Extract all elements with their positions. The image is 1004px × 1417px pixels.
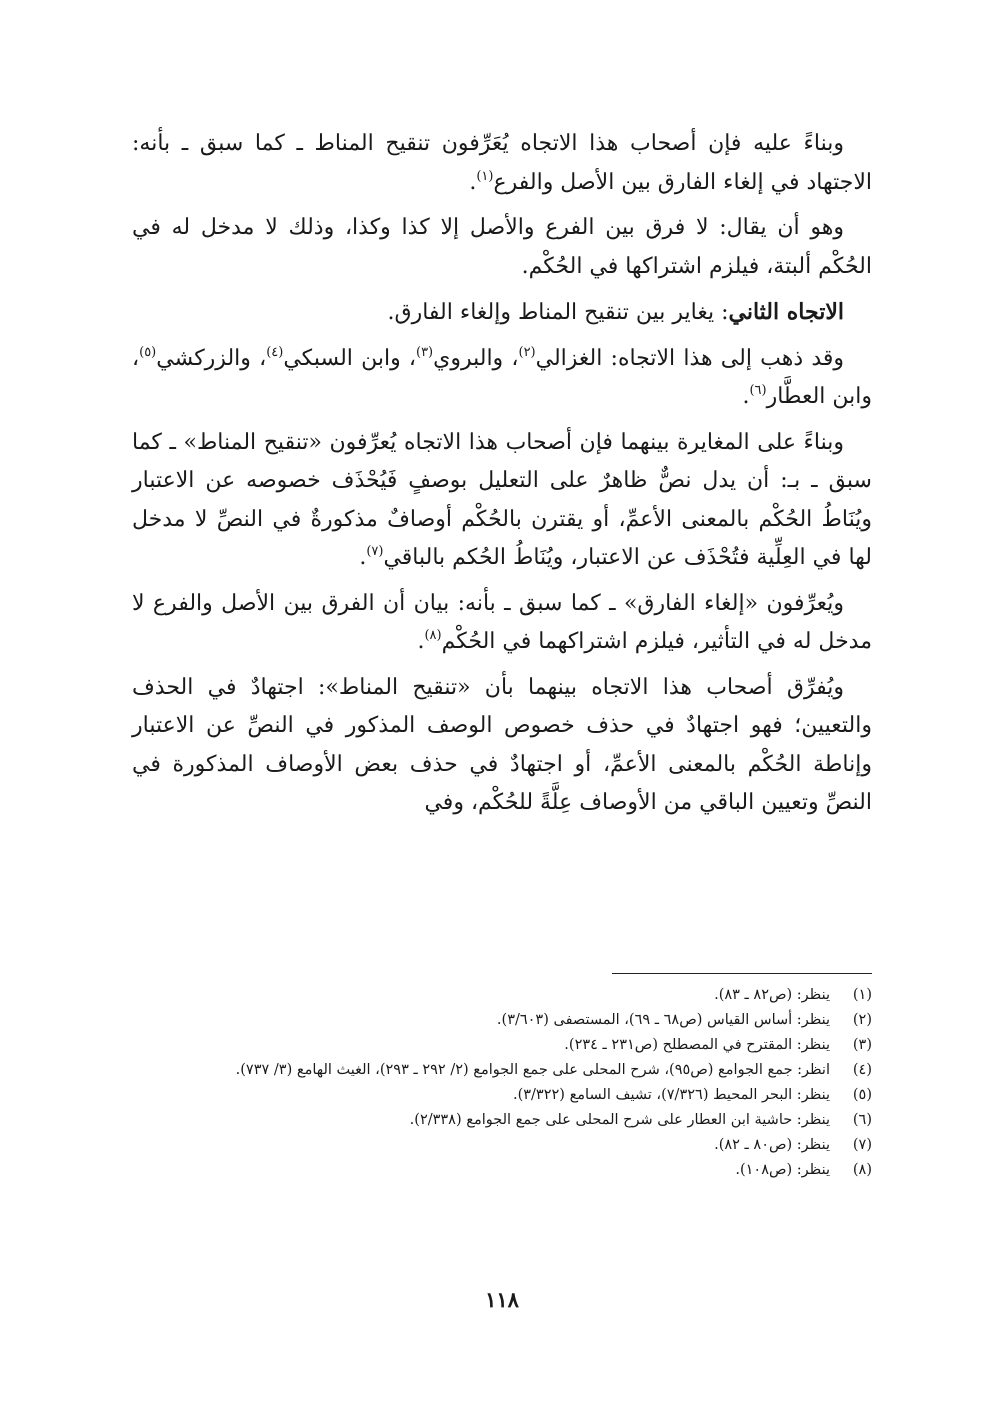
footnote-text: ينظر: (ص٨٢ ـ ٨٣). <box>714 987 830 1003</box>
footnote-item <box>132 1035 872 1056</box>
footnote-ref[interactable]: (٥) <box>139 344 157 360</box>
footnote-number: (٨) <box>852 1162 872 1178</box>
footnote-ref[interactable]: (١) <box>476 168 494 184</box>
paragraph-7: ويُفرِّق أصحاب هذا الاتجاه بينهما بأن «تنقيح المناط»: اجتهادٌ في الحذف والتعيين؛ فهو اجتهادٌ في حذف خصوص الوصف المذكور في النصِّ عن الاعتبار وإناطة الحُكْم بالمعنى الأعمِّ، أو اجتهادٌ في حذف بعض الأوصاف المذكورة في النصِّ وتعيين الباقي من الأوصاف عِلَّةً للحُكْم، وفي <box>132 674 872 815</box>
footnote-number: (٢) <box>852 1012 872 1028</box>
footnote-text: ينظر: حاشية ابن العطار على شرح المحلى على جمع الجوامع (٢/٣٣٨). <box>409 1112 830 1128</box>
footnote-item <box>132 1085 872 1106</box>
paragraph-5: وبناءً على المغايرة بينهما فإن أصحاب هذا الاتجاه يُعرِّفون «تنقيح المناط» ـ كما سبق ـ بـ: أن يدل نصٌّ ظاهرٌ على التعليل بوصفٍ فَيُحْذَف خصوصه عن الاعتبار ويُنَاطُ الحُكْم بالمعنى الأعمِّ، أو يقترن بالحُكْم أوصافٌ مذكورةٌ في النصِّ لا مدخل لها في العِلِّية فتُحْذَف عن الاعتبار، ويُنَاطُ الحُكم بالباقي$^{(٧)}$. <box>132 429 872 570</box>
footnote-text: ينظر: (ص١٠٨). <box>735 1162 830 1178</box>
footnote-number: (٣) <box>852 1037 872 1053</box>
footnote-number: (٧) <box>852 1137 872 1153</box>
main-text <box>132 125 872 830</box>
section-heading: الاتجاه الثاني <box>728 299 844 325</box>
footnote-ref[interactable]: (٦) <box>749 383 767 398</box>
footnote-ref[interactable]: (٨) <box>424 628 442 643</box>
paragraph-4: وقد ذهب إلى هذا الاتجاه: الغزالي$^{(٢)}$، والبروي$^{(٣)}$، وابن السبكي$^{(٤)}$، والزركشي$^{(٥)}$، وابن العطَّار$^{(٦)}$. <box>132 344 872 409</box>
footnote-text: انظر: جمع الجوامع (ص٩٥)، شرح المحلى على جمع الجوامع (٢/ ٢٩٢ ـ ٢٩٣)، الغيث الهامع (٣/ ٧٣٧). <box>235 1062 830 1078</box>
footnote-ref[interactable]: (٤) <box>266 344 284 360</box>
footnote-number: (١) <box>852 987 872 1003</box>
footnote-number: (٥) <box>852 1087 872 1103</box>
paragraph-1: وبناءً عليه فإن أصحاب هذا الاتجاه يُعَرِّفون تنقيح المناط ـ كما سبق ـ بأنه: الاجتهاد في إلغاء الفارق بين الأصل والفرع$^{(١)}$. <box>132 131 872 195</box>
page-number: ١١٨ <box>485 1287 519 1312</box>
footnote-ref[interactable]: (٣) <box>415 344 434 360</box>
footnote-text: ينظر: البحر المحيط (٧/٣٢٦)، تشيف السامع (٣/٣٢٢). <box>512 1087 830 1103</box>
footnote-ref[interactable]: (٧) <box>366 544 384 559</box>
paragraph-6: ويُعرِّفون «إلغاء الفارق» ـ كما سبق ـ بأنه: بيان أن الفرق بين الأصل والفرع لا مدخل له في التأثير، فيلزم اشتراكهما في الحُكْم$^{(٨)}$. <box>132 590 872 654</box>
footnote-item <box>132 1135 872 1156</box>
footnote-item <box>132 985 872 1006</box>
footnote-item <box>132 1110 872 1131</box>
footnote-item <box>132 1010 872 1031</box>
footnote-number: (٦) <box>852 1112 872 1128</box>
footnote-ref[interactable]: (٢) <box>518 344 536 360</box>
paragraph-3: الاتجاه الثاني: يغاير بين تنقيح المناط وإلغاء الفارق. <box>387 299 844 325</box>
footnote-text: ينظر: المقترح في المصطلح (ص٢٣١ ـ ٢٣٤). <box>564 1037 830 1053</box>
footnote-item <box>132 1160 872 1181</box>
paragraph-2: وهو أن يقال: لا فرق بين الفرع والأصل إلا كذا وكذا، وذلك لا مدخل له في الحُكْم ألبتة، فيلزم اشتراكها في الحُكْم. <box>132 215 872 279</box>
footnotes <box>132 985 872 1185</box>
footnote-item <box>132 1060 872 1081</box>
footnote-number: (٤) <box>852 1062 872 1078</box>
footnote-text: ينظر: أساس القياس (ص٦٨ ـ ٦٩)، المستصفى (٣/٦٠٣). <box>496 1012 830 1028</box>
footnote-text: ينظر: (ص٨٠ ـ ٨٢). <box>714 1137 830 1153</box>
footnote-divider <box>612 973 872 974</box>
